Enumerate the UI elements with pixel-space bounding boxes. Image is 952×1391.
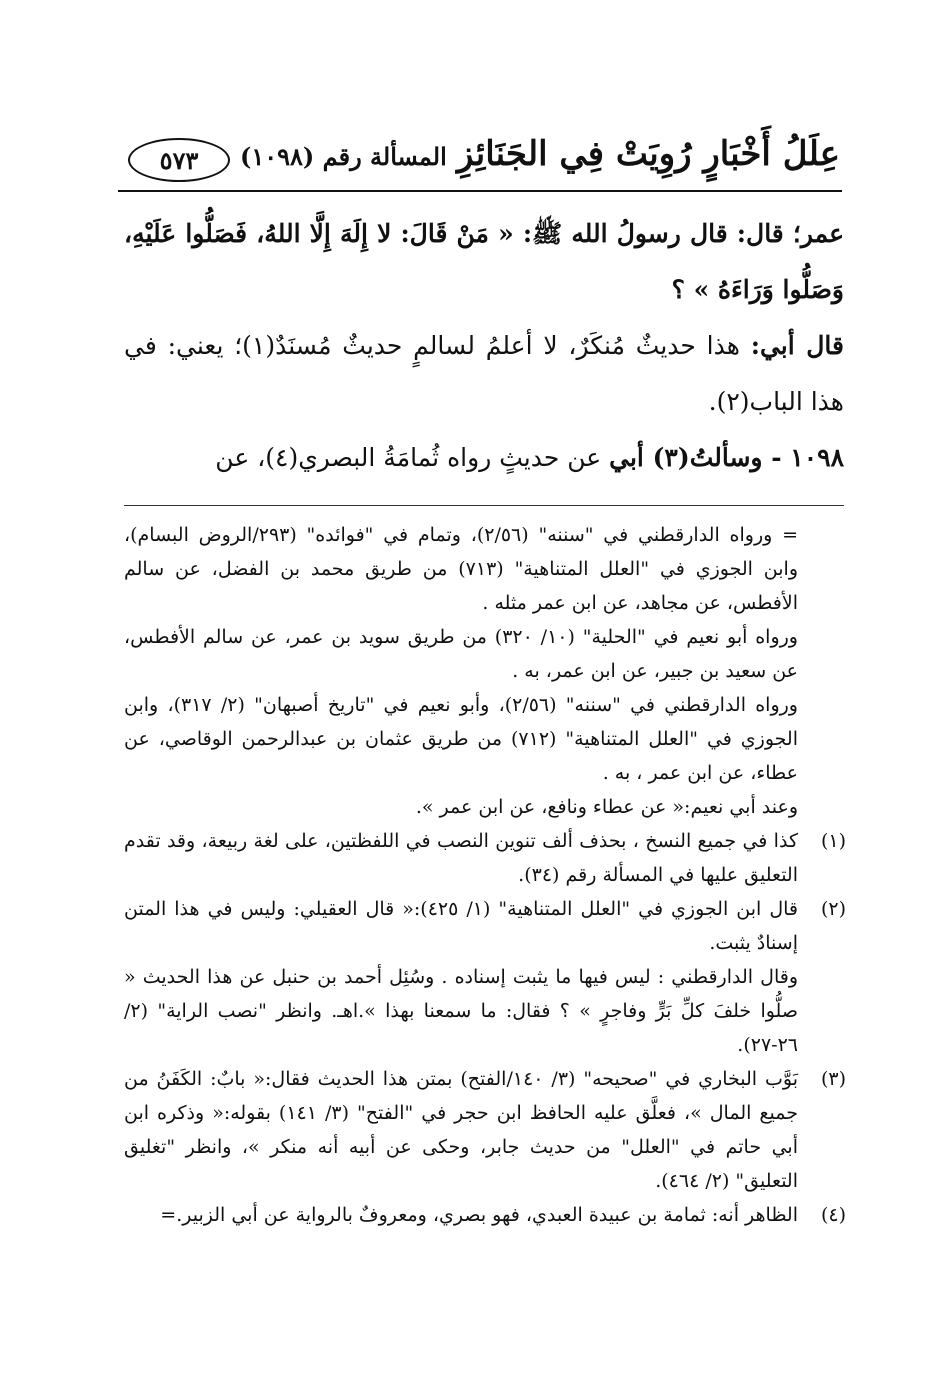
footnote-number: (١)	[820, 830, 846, 852]
footnote-text: كذا في جميع النسخ ، بحذف ألف تنوين النصب في اللفظتين، على لغة ربيعة، وقد تقدم التعليق عليها في المسألة رقم (٣٤).	[124, 830, 798, 886]
page-header	[128, 128, 840, 190]
footnote-separator	[124, 505, 844, 506]
footnote-text: وقال الدارقطني : ليس فيها ما يثبت إسناده . وسُئِل أحمد بن حنبل عن هذا الحديث « صلُّوا خلفَ كلِّ بَرٍّ وفاجرٍ » ؟ فقال: ما سمعنا بهذا ».اهـ. وانظر "نصب الراية" (٢/ ٢٦-٢٧).	[124, 966, 798, 1056]
footnote-continuation: ورواه الدارقطني في "سننه" (٢/٥٦)، وأبو نعيم في "تاريخ أصبهان" (٢/ ٣١٧)، وابن الجوزي في "العلل المتناهية" (٧١٢) من طريق عثمان بن عبدالرحمن الوقاصي، عن عطاء، عن ابن عمر ، به .	[124, 694, 799, 784]
footnote-4	[124, 1198, 846, 1232]
footnote-number: (٢)	[820, 898, 846, 920]
main-paragraph-3	[124, 430, 844, 486]
main-paragraph-3-text: عن حديثٍ رواه ثُمامَةُ البصري(٤)، عن	[215, 443, 610, 472]
header-rule	[118, 190, 842, 192]
question-number: ١٠٩٨ - وسألتُ(٣) أبي	[609, 443, 844, 472]
footnote-continuation: ورواه أبو نعيم في "الحلية" (١٠/ ٣٢٠) من طريق سويد بن عمر، عن سالم الأفطس، عن سعيد بن جبير، عن ابن عمر، به .	[124, 626, 798, 682]
issue-number: المسألة رقم (١٠٩٨)	[240, 142, 447, 171]
main-text	[124, 206, 844, 486]
footnote-text: الظاهر أنه: ثمامة بن عبيدة العبدي، فهو بصري، ومعروفٌ بالرواية عن أبي الزبير.=	[160, 1204, 798, 1226]
main-paragraph-1: عمر؛ قال: قال رسولُ الله ﷺ: « مَنْ قَالَ: لا إِلَهَ إِلَّا اللهُ، فَصَلُّوا عَلَيْهِ، وَصَلُّوا وَرَاءَهُ » ؟	[124, 219, 844, 304]
footnote-continuation: = ورواه الدارقطني في "سننه" (٢/٥٦)، وتمام في "فوائده" (٢٩٣/الروض البسام)، وابن الجوزي في "العلل المتناهية" (٧١٣) من طريق محمد بن الفضل، عن سالم الأفطس، عن مجاهد، عن ابن عمر مثله .	[124, 524, 798, 614]
footnotes	[124, 518, 846, 1232]
main-paragraph-2	[124, 318, 844, 430]
footnote-number: (٣)	[820, 1068, 846, 1090]
footnote-text: بَوَّب البخاري في "صحيحه" (٣/ ١٤٠/الفتح) بمتن هذا الحديث فقال:« بابٌ: الكَفَنُ من جميع المال »، فعلَّق عليه الحافظ ابن حجر في "الفتح" (٣/ ١٤١) بقوله:« وذكره ابن أبي حاتم في "العلل" من حديث جابر، وحكى عن أبيه أنه منكر »، وانظر "تغليق التعليق" (٢/ ٤٦٤).	[124, 1068, 798, 1192]
footnote-continuation: وعند أبي نعيم:« عن عطاء ونافع، عن ابن عمر ».	[415, 796, 798, 818]
page-number-badge	[128, 138, 230, 182]
footnote-3	[124, 1062, 846, 1198]
footnote-text: قال ابن الجوزي في "العلل المتناهية" (١/ ٤٢٥):« قال العقيلي: وليس في هذا المتن إسنادٌ يثبت.	[124, 898, 799, 954]
book-title: عِلَلُ أَخْبَارٍ رُوِيَتْ فِي الجَنَائِزِ	[456, 134, 840, 174]
speaker-label: قال أبي:	[750, 331, 844, 360]
footnote-number: (٤)	[820, 1204, 846, 1226]
main-paragraph-2-text: هذا حديثٌ مُنكَرٌ، لا أعلمُ لسالمٍ حديثٌ مُسنَدٌ(١)؛ يعني: في هذا الباب(٢).	[124, 331, 844, 416]
page-number: ٥٧٣	[159, 145, 199, 175]
footnote-1	[124, 824, 846, 892]
footnote-2	[124, 892, 846, 1062]
